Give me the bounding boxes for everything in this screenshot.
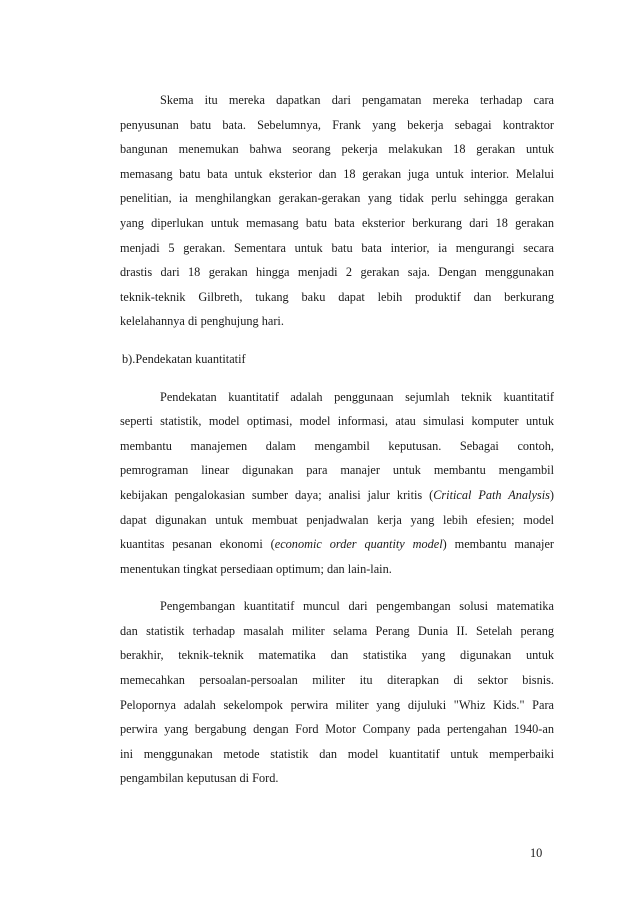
paragraph-skema: [120, 88, 554, 334]
text-line: Pengembangan kuantitatif muncul dari pengembangan solusi matematika: [160, 599, 554, 614]
text-line: berakhir, teknik-teknik matematika dan statistika yang digunakan untuk: [120, 648, 554, 663]
text-line: memasang batu bata untuk eksterior dan 18 gerakan juga untuk interior. Melalui: [120, 166, 554, 181]
text-line: Pendekatan kuantitatif adalah penggunaan sejumlah teknik kuantitatif: [160, 389, 554, 404]
text-line: dan statistik terhadap masalah militer selama Perang Dunia II. Setelah perang: [120, 623, 554, 638]
text-line: kuantitas pesanan ekonomi (economic order quantity model) membantu manajer: [120, 537, 555, 552]
italic-term: Critical Path Analysis: [433, 487, 550, 502]
paragraph-pendekatan-kuantitatif: [120, 385, 554, 582]
section-heading: b).Pendekatan kuantitatif: [122, 351, 246, 366]
text-line: drastis dari 18 gerakan hingga menjadi 2 gerakan saja. Dengan menggunakan: [120, 265, 554, 280]
text-line: menentukan tingkat persediaan optimum; dan lain-lain.: [120, 561, 392, 576]
text-line: memecahkan persoalan-persoalan militer itu diterapkan di sektor bisnis.: [120, 673, 554, 688]
text-line: kelelahannya di penghujung hari.: [120, 314, 284, 329]
text-line: Pelopornya adalah sekelompok perwira militer yang dijuluki "Whiz Kids." Para: [120, 697, 554, 712]
text-line: ini menggunakan metode statistik dan model kuantitatif untuk memperbaiki: [120, 746, 554, 761]
page-number: 10: [530, 846, 543, 860]
text-line: membantu manajemen dalam mengambil keputusan. Sebagai contoh,: [120, 438, 554, 453]
italic-term: economic order quantity model: [274, 537, 443, 552]
text-line: penyusunan batu bata. Sebelumnya, Frank yang bekerja sebagai kontraktor: [120, 117, 554, 132]
text-line: dapat digunakan untuk membuat penjadwalan kerja yang lebih efesien; model: [120, 512, 554, 527]
text-line: menjadi 5 gerakan. Sementara untuk batu bata interior, ia mengurangi secara: [120, 240, 554, 255]
paragraph-pengembangan-kuantitatif: [120, 594, 554, 791]
page-content: [120, 88, 554, 791]
text-line: pemrograman linear digunakan para manajer untuk membantu mengambil: [120, 463, 554, 478]
text-line: teknik-teknik Gilbreth, tukang baku dapat lebih produktif dan berkurang: [120, 289, 554, 304]
text-line: bangunan menemukan bahwa seorang pekerja melakukan 18 gerakan untuk: [120, 142, 554, 157]
text-line: perwira yang bergabung dengan Ford Motor Company pada pertengahan 1940-an: [120, 722, 554, 737]
text-line: kebijakan pengalokasian sumber daya; analisi jalur kritis (Critical Path Analysis): [120, 487, 554, 502]
text-line: penelitian, ia menghilangkan gerakan-gerakan yang tidak perlu sehingga gerakan: [120, 191, 554, 206]
text-line: Skema itu mereka dapatkan dari pengamatan mereka terhadap cara: [160, 93, 554, 107]
text-line: pengambilan keputusan di Ford.: [120, 771, 279, 786]
text-line: seperti statistik, model optimasi, model informasi, atau simulasi komputer untuk: [120, 414, 554, 429]
text-line: yang diperlukan untuk memasang batu bata eksterior berkurang dari 18 gerakan: [120, 215, 554, 230]
